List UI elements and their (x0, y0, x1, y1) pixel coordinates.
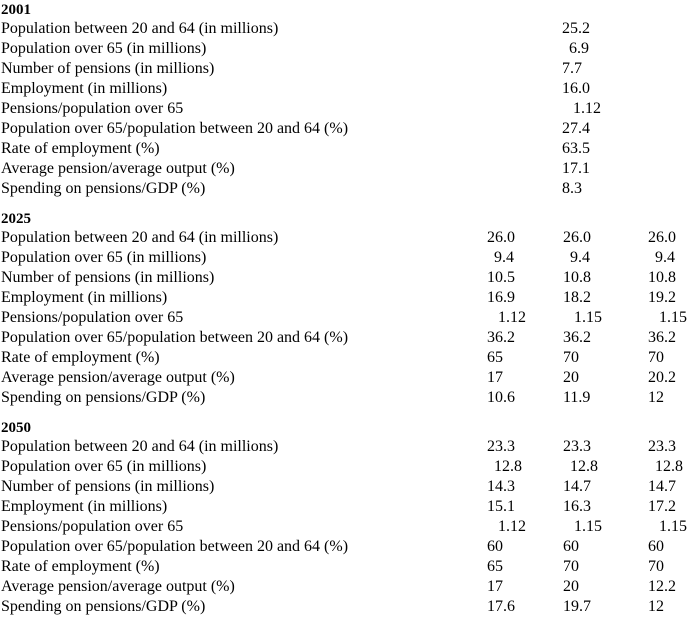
value-cell: 1.15 (659, 309, 687, 326)
value-cell: 1.15 (574, 309, 602, 326)
value-cell: 17.1 (562, 160, 590, 177)
value-cell: 14.3 (487, 478, 515, 495)
value-cell: 9.4 (655, 249, 675, 266)
row-label: Employment (in millions) (1, 80, 168, 97)
table-row (0, 457, 700, 477)
table-row (0, 228, 700, 248)
table-row (0, 179, 700, 199)
row-label: Average pension/average output (%) (1, 369, 235, 386)
row-label: Spending on pensions/GDP (%) (1, 598, 206, 615)
value-cell: 60 (487, 538, 503, 555)
value-cell: 20 (563, 369, 579, 386)
value-cell: 25.2 (562, 20, 590, 37)
row-label: Spending on pensions/GDP (%) (1, 389, 206, 406)
row-label: Rate of employment (%) (1, 140, 160, 157)
table-row (0, 139, 700, 159)
row-label: Population over 65 (in millions) (1, 249, 207, 266)
section-year-heading: 2050 (1, 420, 31, 436)
value-cell: 36.2 (487, 329, 515, 346)
table-row (0, 328, 700, 348)
row-label: Population over 65 (in millions) (1, 458, 207, 475)
value-cell: 12.8 (494, 458, 522, 475)
value-cell: 70 (648, 349, 664, 366)
value-cell: 12.2 (648, 578, 676, 595)
value-cell: 12 (648, 598, 664, 615)
table-row (0, 348, 700, 368)
table-row (0, 288, 700, 308)
value-cell: 65 (487, 349, 503, 366)
value-cell: 12 (648, 389, 664, 406)
row-label: Employment (in millions) (1, 289, 168, 306)
value-cell: 1.12 (573, 100, 601, 117)
row-label: Pensions/population over 65 (1, 100, 184, 117)
row-label: Number of pensions (in millions) (1, 269, 215, 286)
value-cell: 1.15 (659, 518, 687, 535)
table-row (0, 59, 700, 79)
value-cell: 10.8 (563, 269, 591, 286)
value-cell: 20.2 (648, 369, 676, 386)
table-row (0, 248, 700, 268)
value-cell: 17.6 (487, 598, 515, 615)
row-label: Employment (in millions) (1, 498, 168, 515)
value-cell: 70 (648, 558, 664, 575)
table-row (0, 388, 700, 408)
value-cell: 60 (648, 538, 664, 555)
value-cell: 1.12 (498, 309, 526, 326)
value-cell: 10.5 (487, 269, 515, 286)
value-cell: 70 (563, 349, 579, 366)
value-cell: 27.4 (562, 120, 590, 137)
value-cell: 10.6 (487, 389, 515, 406)
table-row (0, 368, 700, 388)
value-cell: 65 (487, 558, 503, 575)
row-label: Spending on pensions/GDP (%) (1, 180, 206, 197)
row-label: Population between 20 and 64 (in millions) (1, 20, 279, 37)
row-label: Number of pensions (in millions) (1, 478, 215, 495)
value-cell: 23.3 (563, 438, 591, 455)
value-cell: 9.4 (570, 249, 590, 266)
value-cell: 19.7 (563, 598, 591, 615)
value-cell: 12.8 (570, 458, 598, 475)
value-cell: 16.0 (562, 80, 590, 97)
value-cell: 70 (563, 558, 579, 575)
value-cell: 17 (487, 578, 503, 595)
value-cell: 60 (563, 538, 579, 555)
row-label: Population over 65 (in millions) (1, 40, 207, 57)
value-cell: 11.9 (563, 389, 591, 406)
table-row (0, 557, 700, 577)
row-label: Average pension/average output (%) (1, 578, 235, 595)
value-cell: 14.7 (648, 478, 676, 495)
table-row (0, 19, 700, 39)
row-label: Rate of employment (%) (1, 558, 160, 575)
row-label: Number of pensions (in millions) (1, 60, 215, 77)
table-row (0, 537, 700, 557)
value-cell: 63.5 (562, 140, 590, 157)
section-year-heading: 2001 (1, 2, 31, 18)
table-row (0, 99, 700, 119)
row-label: Pensions/population over 65 (1, 518, 184, 535)
value-cell: 19.2 (648, 289, 676, 306)
value-cell: 26.0 (648, 229, 676, 246)
value-cell: 14.7 (563, 478, 591, 495)
table-row (0, 159, 700, 179)
row-label: Average pension/average output (%) (1, 160, 235, 177)
row-label: Population over 65/population between 20 and 64 (%) (1, 538, 349, 555)
value-cell: 23.3 (648, 438, 676, 455)
value-cell: 1.12 (498, 518, 526, 535)
section-year-heading: 2025 (1, 211, 31, 227)
value-cell: 23.3 (487, 438, 515, 455)
value-cell: 12.8 (655, 458, 683, 475)
value-cell: 16.9 (487, 289, 515, 306)
value-cell: 17.2 (648, 498, 676, 515)
table-row (0, 437, 700, 457)
value-cell: 36.2 (648, 329, 676, 346)
table-row (0, 308, 700, 328)
table-row (0, 577, 700, 597)
value-cell: 1.15 (574, 518, 602, 535)
value-cell: 8.3 (562, 180, 582, 197)
table-row (0, 79, 700, 99)
table-row (0, 517, 700, 537)
value-cell: 15.1 (487, 498, 515, 515)
row-label: Population over 65/population between 20 and 64 (%) (1, 329, 349, 346)
value-cell: 16.3 (563, 498, 591, 515)
row-label: Population between 20 and 64 (in millions) (1, 438, 279, 455)
row-label: Pensions/population over 65 (1, 309, 184, 326)
value-cell: 9.4 (494, 249, 514, 266)
value-cell: 7.7 (562, 60, 582, 77)
table-row (0, 119, 700, 139)
value-cell: 36.2 (563, 329, 591, 346)
row-label: Population between 20 and 64 (in millions) (1, 229, 279, 246)
value-cell: 26.0 (487, 229, 515, 246)
table-row (0, 477, 700, 497)
value-cell: 26.0 (563, 229, 591, 246)
table-row (0, 268, 700, 288)
table-row (0, 597, 700, 617)
row-label: Rate of employment (%) (1, 349, 160, 366)
value-cell: 10.8 (648, 269, 676, 286)
table-row (0, 39, 700, 59)
value-cell: 20 (563, 578, 579, 595)
row-label: Population over 65/population between 20 and 64 (%) (1, 120, 349, 137)
table-row (0, 497, 700, 517)
value-cell: 17 (487, 369, 503, 386)
value-cell: 18.2 (563, 289, 591, 306)
value-cell: 6.9 (569, 40, 589, 57)
